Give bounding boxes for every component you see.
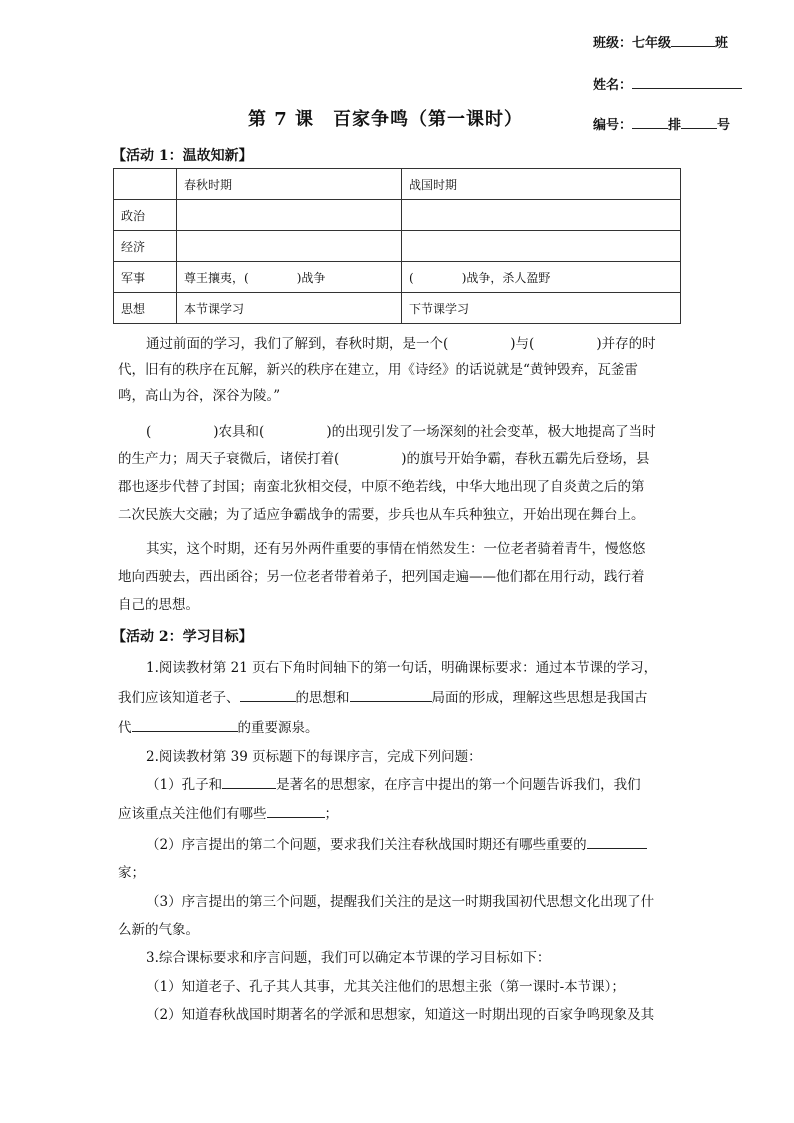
para2-line: [118, 447, 650, 472]
table-col-header: 春秋时期: [177, 169, 402, 200]
para1-line: 代，旧有的秩序在瓦解，新兴的秩序在建立，用《诗经》的话说就是“黄钟毁弃，瓦釜雷: [118, 362, 638, 378]
text: （2）序言提出的第二个问题，要求我们关注春秋战国时期还有哪些重要的: [146, 837, 587, 853]
text: )并存的时: [596, 336, 656, 352]
activity1-heading: 【活动 1：温故知新】: [112, 148, 253, 164]
item2-line: 2.阅读教材第 39 页标题下的每课序言，完成下列问题：: [146, 749, 482, 765]
text: （1）孔子和: [146, 777, 223, 793]
text: 应该重点关注他们有哪些: [118, 806, 267, 822]
number-field: [593, 114, 730, 133]
number-mid: 排: [668, 118, 682, 133]
class-label: 班级：七年级: [593, 36, 672, 51]
answer-cell[interactable]: [177, 262, 402, 293]
text: 代: [118, 720, 132, 736]
fill-blank[interactable]: [222, 774, 276, 789]
para1-line: 鸣，高山为谷，深谷为陵。”: [118, 388, 281, 404]
cell-text: (: [409, 270, 414, 285]
para3-line: 自己的思想。: [118, 597, 199, 613]
q1-line: [146, 773, 641, 798]
number-label: 编号：: [593, 118, 633, 133]
row-label: 军事: [114, 262, 177, 293]
fill-blank[interactable]: [240, 687, 296, 702]
table-row: [114, 293, 681, 324]
text: 通过前面的学习，我们了解到，春秋时期，是一个(: [146, 336, 449, 352]
para2-line: 郡也逐步代替了封国；南蛮北狄相交侵，中原不绝若线，中华大地出现了自炎黄之后的第: [118, 479, 645, 495]
q2-line: [146, 833, 647, 858]
seat-blank[interactable]: [681, 114, 717, 129]
text: 我们应该知道老子、: [118, 690, 240, 706]
cell-text: )战争，杀人盈野: [461, 270, 551, 285]
name-blank[interactable]: [632, 74, 742, 89]
table-header-row: [114, 169, 681, 200]
item3-line: 3.综合课标要求和序言问题，我们可以确定本节课的学习目标如下：: [146, 950, 551, 966]
q3-line: （3）序言提出的第三个问题，提醒我们关注的是这一时期我国初代思想文化出现了什: [146, 894, 655, 910]
row-label: 经济: [114, 231, 177, 262]
para1-line: [146, 332, 656, 357]
table-cell: 本节课学习: [177, 293, 402, 324]
table-row: [114, 200, 681, 231]
class-blank[interactable]: [671, 32, 715, 47]
review-table: [113, 168, 681, 324]
fill-blank[interactable]: [267, 803, 325, 818]
para2-line: 二次民族大交融；为了适应争霸战争的需要，步兵也从车兵种独立，开始出现在舞台上。: [118, 507, 645, 523]
text: 的生产力；周天子衰微后，诸侯打着(: [118, 451, 340, 467]
item1-line: [118, 686, 648, 711]
item1-line: 1.阅读教材第 21 页右下角时间轴下的第一句话，明确课标要求：通过本节课的学习，: [146, 660, 658, 676]
text: 的重要源泉。: [237, 720, 319, 736]
row-blank[interactable]: [632, 114, 668, 129]
fill-blank[interactable]: [587, 834, 647, 849]
answer-cell[interactable]: [402, 262, 681, 293]
goal-line: （2）知道春秋战国时期著名的学派和思想家，知道这一时期出现的百家争鸣现象及其: [146, 1007, 655, 1023]
table-cell: 下节课学习: [402, 293, 681, 324]
table-corner-cell: [114, 169, 177, 200]
name-field: [593, 74, 742, 93]
para2-line: [146, 420, 656, 445]
table-row: [114, 231, 681, 262]
q1-line: [118, 802, 338, 827]
name-label: 姓名：: [593, 78, 633, 93]
text: )农具和(: [213, 424, 265, 440]
cell-text: )战争: [296, 270, 326, 285]
text: ；: [324, 806, 338, 822]
answer-cell[interactable]: [402, 200, 681, 231]
goal-line: （1）知道老子、孔子其人其事，尤其关注他们的思想主张（第一课时-本节课）；: [146, 979, 625, 995]
number-suffix: 号: [717, 118, 731, 133]
table-row: [114, 262, 681, 293]
answer-cell[interactable]: [402, 231, 681, 262]
row-label: 政治: [114, 200, 177, 231]
text: 的思想和: [295, 690, 350, 706]
q3-line: 么新的气象。: [118, 922, 199, 938]
text: )的出现引发了一场深刻的社会变革，极大地提高了当时: [326, 424, 656, 440]
answer-cell[interactable]: [177, 200, 402, 231]
fill-blank[interactable]: [350, 687, 432, 702]
page-title: 第 7 课 百家争鸣（第一课时）: [248, 109, 524, 130]
row-label: 思想: [114, 293, 177, 324]
class-suffix: 班: [715, 36, 729, 51]
cell-text: 尊王攘夷，(: [184, 270, 249, 285]
text: 是著名的思想家，在序言中提出的第一个问题告诉我们，我们: [276, 777, 641, 793]
text: (: [146, 424, 152, 440]
para3-line: 其实，这个时期，还有另外两件重要的事情在悄然发生：一位老者骑着青牛，慢悠悠: [146, 541, 646, 557]
activity2-heading: 【活动 2：学习目标】: [112, 629, 253, 645]
text: 局面的形成，理解这些思想是我国古: [431, 690, 648, 706]
answer-cell[interactable]: [177, 231, 402, 262]
table-col-header: 战国时期: [402, 169, 681, 200]
para3-line: 地向西驶去，西出函谷；另一位老者带着弟子，把列国走遍——他们都在用行动，践行着: [118, 569, 645, 585]
class-field: [593, 32, 728, 51]
q2-line: 家；: [118, 865, 145, 881]
text: )与(: [510, 336, 535, 352]
fill-blank[interactable]: [132, 717, 238, 732]
item1-line: [118, 716, 319, 741]
text: )的旗号开始争霸，春秋五霸先后登场，县: [401, 451, 650, 467]
